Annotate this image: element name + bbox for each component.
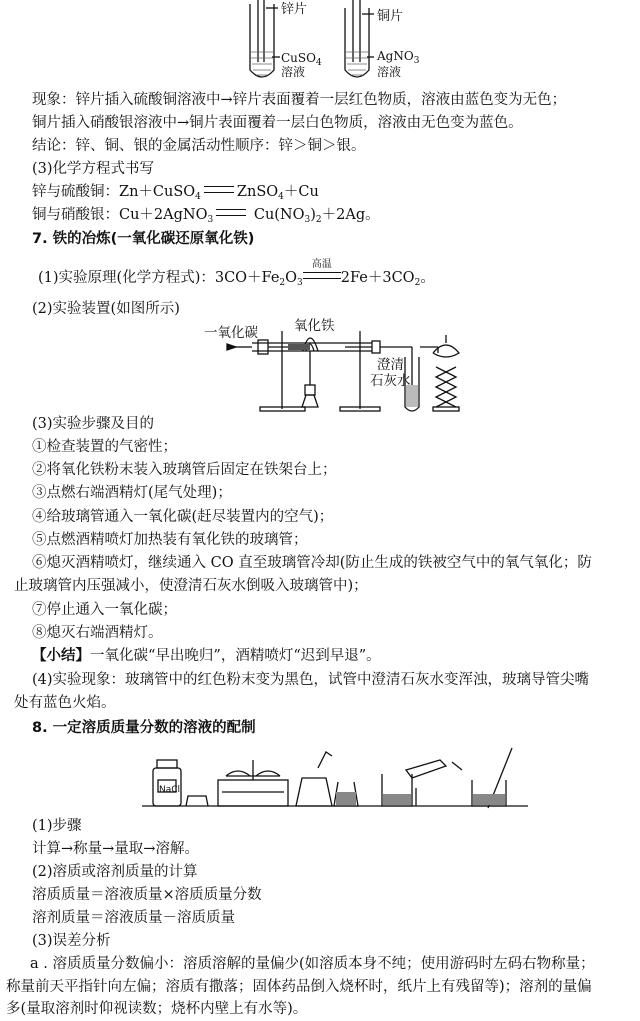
co-label: 一氧化碳 [204,325,258,341]
copper-label: 铜片 [377,9,404,24]
step-5: ⑤点燃酒精喷灯加热装有氧化铁的玻璃管； [32,532,308,548]
test-tube-figure [0,0,640,85]
error-line-3: 多(量取溶剂时仰视读数；烧杯内壁上有水等)。 [6,1001,308,1017]
conclusion-line: 结论：锌、铜、银的金属活动性顺序：锌＞铜＞银。 [32,138,366,154]
error-line-2: 称量前天平指针向左偏；溶质有撒落；固体药品倒入烧杯时，纸片上有残留等)；溶剂的量偏 [6,979,592,995]
step-heading-1: (1)步骤 [32,818,82,834]
cuso4-label: CuSO$_4$ [281,51,322,68]
solution-label-1: 溶液 [281,65,306,79]
steps-heading: (3)实验步骤及目的 [32,416,155,432]
summary-line: 【小结】一氧化碳“早出晚归”，酒精喷灯“迟到早退”。 [32,648,381,664]
agno3-label: AgNO$_3$ [377,49,420,66]
section-7-heading: 7. 铁的冶炼(一氧化碳还原氧化铁) [32,231,255,247]
fe2o3-label: 氧化铁 [294,318,335,334]
calc-heading: (2)溶质或溶剂质量的计算 [32,864,198,880]
solvent-formula: 溶剂质量＝溶液质量－溶质质量 [32,910,235,926]
phenomenon-4-line-1: (4)实验现象：玻璃管中的红色粉末变为黑色，试管中澄清石灰水变浑浊，玻璃导管尖嘴 [32,672,590,688]
section-8-heading: 8. 一定溶质质量分数的溶液的配制 [32,720,256,736]
step-8: ⑧熄灭右端酒精灯。 [32,625,163,641]
solute-formula: 溶质质量＝溶液质量×溶质质量分数 [32,887,262,903]
limewater-label-1: 澄清 [377,357,404,373]
equation-heading: (3)化学方程式书写 [32,161,155,177]
step-1: ①检查装置的气密性； [32,439,177,455]
error-line-1: a . 溶质质量分数偏小：溶质溶解的量偏少(如溶质本身不纯；使用游码时左码右物称量； [30,956,595,972]
step-6-line-1: ⑥熄灭酒精喷灯，继续通入 CO 直至玻璃管冷却(防止生成的铁被空气中的氧气氧化；防 [32,555,592,571]
step-6-line-2: 止玻璃管内压强减小，使澄清石灰水倒吸入玻璃管中)； [14,578,368,594]
phenomenon-line-1: 现象：锌片插入硫酸铜溶液中→锌片表面覆着一层红色物质，溶液由蓝色变为无色； [32,92,567,108]
phenomenon-4-line-2: 处有蓝色火焰。 [14,695,116,711]
error-heading: (3)误差分析 [32,933,111,949]
solution-preparation-figure [0,740,640,820]
limewater-label-2: 石灰水 [370,373,411,389]
solution-label-2: 溶液 [377,65,402,79]
step-7: ⑦停止通入一氧化碳； [32,602,177,618]
equation-iron-smelting: (1)实验原理(化学方程式)：$3CO+Fe_2O_3$ 高温 $2Fe+3CO_2$。 [38,259,435,288]
phenomenon-line-2: 铜片插入硝酸银溶液中→铜片表面覆着一层白色物质，溶液由无色变为蓝色。 [32,115,523,131]
step-4: ④给玻璃管通入一氧化碳(赶尽装置内的空气)； [32,509,334,525]
equation-cu-agno3: 铜与硝酸银：Cu＋2AgNO$_3$ $Cu(NO_3)_2+2Ag$。 [32,207,380,225]
apparatus-heading: (2)实验装置(如图所示) [32,301,180,317]
step-3: ③点燃右端酒精灯(尾气处理)； [32,485,232,501]
zinc-label: 锌片 [281,2,308,17]
procedure-line: 计算→称量→量取→溶解。 [32,841,199,857]
step-2: ②将氧化铁粉末装入玻璃管后固定在铁架台上； [32,462,337,478]
equation-zn-cuso4: 锌与硫酸铜：Zn＋CuSO$_4$ ZnSO$_4$＋Cu [32,184,319,202]
nacl-label: NaCl [159,785,181,795]
